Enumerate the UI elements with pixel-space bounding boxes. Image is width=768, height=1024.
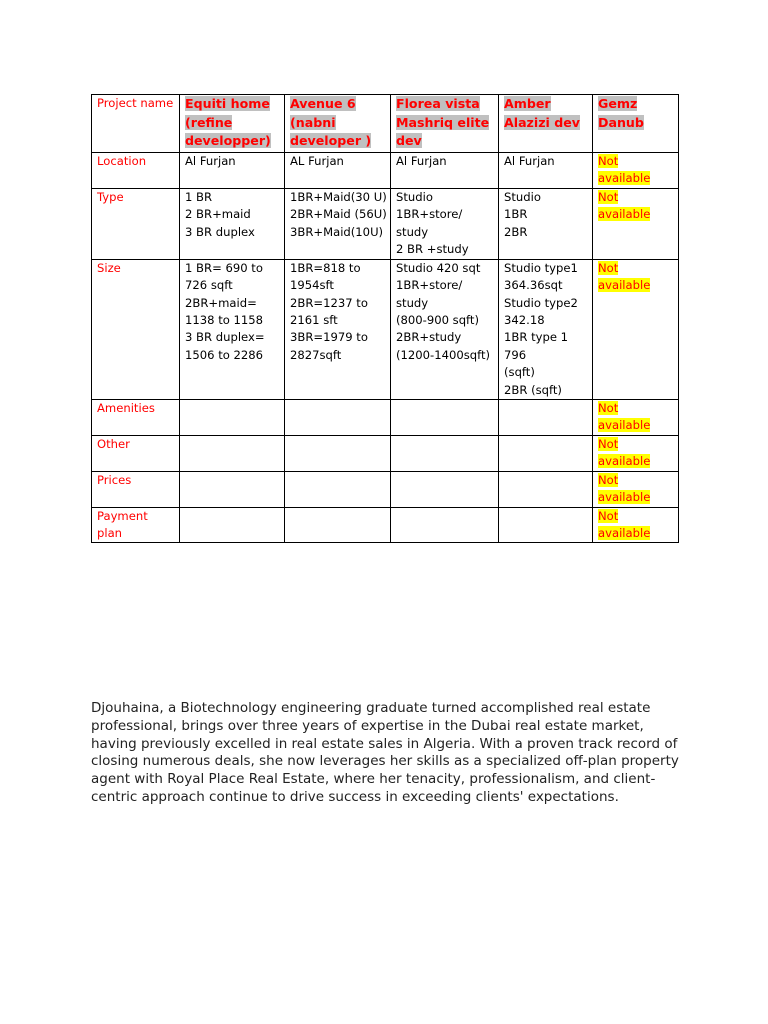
not-available-text: Not (598, 189, 619, 204)
header-project-cell (593, 95, 679, 153)
cell-text: 2BR=1237 to (290, 295, 368, 310)
agent-bio-paragraph: Djouhaina, a Biotechnology engineering graduate turned accomplished real estate professional, brings over three years of expertise in the Dubai real estate market, having previously excelled in real estate sales in Algeria. With a proven track record of closing numerous deals, she now leverages her skills as a specialized off-plan property agent with Royal Place Real Estate, where her tenacity, professionalism, and client-centric approach continue to drive success in exceeding clients' expectations. (91, 700, 679, 805)
cell-text: 3BR=1979 to (290, 330, 368, 345)
cell-text: 2BR+study (396, 330, 462, 345)
not-available-text: Not (598, 508, 619, 523)
project-comparison-table (91, 94, 679, 543)
cell-text: (800-900 sqft) (396, 313, 479, 328)
table-cell (593, 435, 679, 471)
table-row-location (92, 153, 679, 189)
cell-text: 2BR+maid= (185, 295, 257, 310)
table-cell (391, 471, 499, 507)
not-available-text: available (598, 418, 651, 433)
table-cell (391, 400, 499, 436)
cell-text: 3 BR duplex= (185, 330, 265, 345)
project-title-line: Mashriq elite (396, 114, 490, 130)
project-title-line: dev (396, 133, 422, 149)
table-cell (391, 507, 499, 543)
row-label-text: Size (97, 260, 121, 275)
table-cell (180, 188, 285, 259)
row-label-text: Other (97, 436, 130, 451)
row-label-cell (92, 507, 180, 543)
table-cell (499, 507, 593, 543)
cell-text: (1200-1400sqft) (396, 347, 491, 362)
not-available-text: Not (598, 154, 619, 168)
project-title-line: Equiti home (185, 96, 270, 111)
row-label-cell (92, 400, 180, 436)
project-name-label: Project name (97, 96, 174, 110)
row-label-text: Payment (97, 508, 148, 523)
project-title-line: Florea vista (396, 96, 480, 111)
cell-text: 1BR type 1 (504, 330, 569, 345)
row-label-cell (92, 435, 180, 471)
row-label-cell (92, 471, 180, 507)
table-row-amenities (92, 400, 679, 436)
cell-text: Studio (396, 189, 433, 204)
table-cell (593, 188, 679, 259)
cell-text: Studio 420 sqt (396, 260, 481, 275)
project-title-line: developper) (185, 133, 271, 149)
row-label-text: plan (97, 525, 123, 540)
project-title-line: developer ) (290, 133, 372, 149)
table-cell (499, 471, 593, 507)
table-cell (499, 435, 593, 471)
not-available-text: Not (598, 401, 619, 416)
row-label-cell (92, 259, 180, 399)
project-title-line: Avenue 6 (290, 96, 356, 111)
table-cell (499, 400, 593, 436)
header-project-cell (180, 95, 285, 153)
project-title-line: Danub (598, 114, 644, 130)
project-title-line: Amber (504, 96, 551, 111)
table-cell (499, 259, 593, 399)
cell-text: AL Furjan (290, 154, 344, 168)
not-available-text: available (598, 207, 651, 222)
cell-text: 1BR+Maid(30 U) (290, 189, 387, 204)
cell-text: 1506 to 2286 (185, 347, 264, 362)
cell-text: 1954sft (290, 278, 334, 293)
cell-text: Studio type1 (504, 260, 578, 275)
row-label-text: Location (97, 154, 147, 168)
table-cell (180, 400, 285, 436)
cell-text: 1BR (504, 207, 528, 222)
not-available-text: Not (598, 436, 619, 451)
cell-text: 1138 to 1158 (185, 313, 264, 328)
table-cell (180, 507, 285, 543)
cell-text: 1 BR= 690 to (185, 260, 263, 275)
table-cell (285, 471, 391, 507)
table-cell (593, 400, 679, 436)
table-cell (499, 188, 593, 259)
table-cell (391, 259, 499, 399)
cell-text: 3 BR duplex (185, 224, 255, 239)
cell-text: Al Furjan (504, 154, 555, 168)
table-cell (499, 153, 593, 189)
cell-text: 1BR=818 to (290, 260, 361, 275)
table-cell (180, 435, 285, 471)
table-cell (285, 435, 391, 471)
table-cell (593, 259, 679, 399)
cell-text: 1BR+store/ (396, 278, 463, 293)
row-label-text: Amenities (97, 401, 155, 416)
cell-text: 2 BR+maid (185, 207, 251, 222)
table-cell (391, 435, 499, 471)
cell-text: 2BR (sqft) (504, 382, 562, 397)
table-cell (180, 153, 285, 189)
table-cell (391, 188, 499, 259)
table-header-row (92, 95, 679, 153)
project-title-line: (nabni (290, 114, 336, 130)
cell-text: 364.36sqt (504, 278, 563, 293)
table-cell (180, 471, 285, 507)
cell-text: Studio (504, 189, 541, 204)
cell-text: 2BR+Maid (56U) (290, 207, 387, 222)
header-label-cell (92, 95, 180, 153)
project-title-line: (refine (185, 114, 233, 130)
not-available-text: Not (598, 472, 619, 487)
cell-text: 2 BR +study (396, 242, 469, 257)
not-available-text: Not (598, 260, 619, 275)
cell-text: Al Furjan (185, 154, 236, 168)
cell-text: 2827sqft (290, 347, 342, 362)
row-label-cell (92, 153, 180, 189)
table-cell (285, 188, 391, 259)
not-available-text: available (598, 278, 651, 293)
table-row-other (92, 435, 679, 471)
row-label-text: Prices (97, 472, 132, 487)
cell-text: 3BR+Maid(10U) (290, 224, 384, 239)
project-title-line: Alazizi dev (504, 114, 581, 130)
table-cell (593, 153, 679, 189)
header-project-cell (499, 95, 593, 153)
cell-text: 2BR (504, 224, 528, 239)
not-available-text: available (598, 490, 651, 505)
cell-text: (sqft) (504, 365, 535, 380)
cell-text: Studio type2 (504, 295, 578, 310)
cell-text: 1 BR (185, 189, 213, 204)
table-cell (180, 259, 285, 399)
table-cell (391, 153, 499, 189)
cell-text: 726 sqft (185, 278, 233, 293)
not-available-text: available (598, 525, 651, 540)
cell-text: Al Furjan (396, 154, 447, 168)
not-available-text: available (598, 454, 651, 469)
table-cell (285, 153, 391, 189)
project-title-line: Gemz (598, 96, 638, 111)
table-row-size (92, 259, 679, 399)
cell-text: 342.18 (504, 313, 545, 328)
cell-text: study (396, 295, 429, 310)
cell-text: 796 (504, 347, 527, 362)
table-row-type (92, 188, 679, 259)
table-row-prices (92, 471, 679, 507)
table-cell (285, 507, 391, 543)
table-row-payment-plan (92, 507, 679, 543)
cell-text: study (396, 224, 429, 239)
table-cell (593, 507, 679, 543)
not-available-text: available (598, 171, 651, 186)
row-label-text: Type (97, 189, 124, 204)
cell-text: 1BR+store/ (396, 207, 463, 222)
table-cell (593, 471, 679, 507)
cell-text: 2161 sft (290, 313, 338, 328)
table-cell (285, 259, 391, 399)
table-cell (285, 400, 391, 436)
row-label-cell (92, 188, 180, 259)
header-project-cell (391, 95, 499, 153)
header-project-cell (285, 95, 391, 153)
